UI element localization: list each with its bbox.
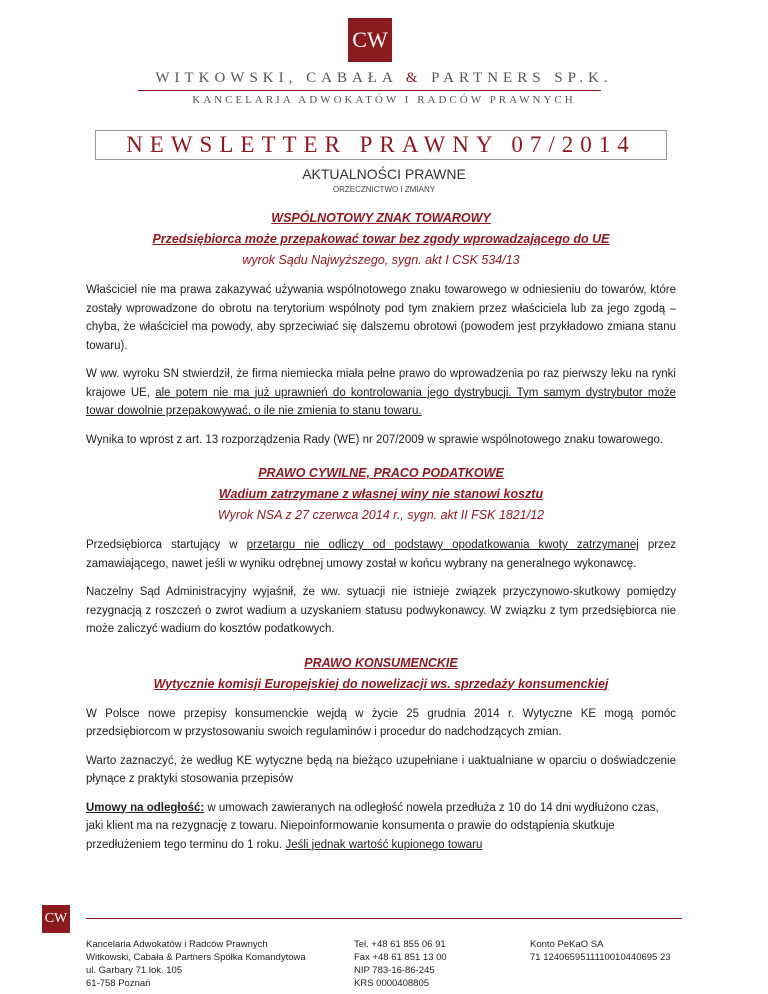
- newsletter-body: [86, 208, 676, 854]
- firm-logo: CW: [348, 18, 392, 62]
- section-civil-law-heading: PRAWO CYWILNE, PRACO PODATKOWE Wadium zatrzymane z własnej winy nie stanowi kosztu Wyrok NSA z 27 czerwca 2014 r., sygn. akt II FSK 1821/12: [217, 466, 545, 522]
- firm-subtitle: KANCELARIA ADWOKATÓW I RADCÓW PRAWNYCH: [192, 94, 576, 106]
- newsletter-title: NEWSLETTER PRAWNY 07/2014: [95, 130, 667, 160]
- section-title: AKTUALNOŚCI PRAWNE: [302, 166, 466, 182]
- footer-logo: CW: [42, 905, 70, 933]
- section-subtitle: ORZECZNICTWO I ZMIANY: [332, 185, 436, 194]
- footer-bank: Konto PeKaO SA 71 1240659511110010440695 23: [530, 939, 671, 963]
- firm-name: WITKOWSKI, CABAŁA & PARTNERS SP.K.: [155, 70, 613, 86]
- paragraph: Przedsiębiorca startujący w przetargu nie odliczy od podstawy opodatkowania kwoty zatrzymanej przez zamawiającego, nawet jeśli w wyniku odrębnej umowy został w końcu wybrany na generalnego wykonawcę.: [86, 539, 677, 570]
- paragraph: Właściciel nie ma prawa zakazywać używania wspólnotowego znaku towarowego w odniesieniu do towarów, które zostały wprowadzone do obrotu na terytorium wspólnoty pod tym znakiem przez właściciela lub za jego zgodą – chyba, że właściciel ma powody, aby sprzeciwiać się dalszemu obrotowi (powodem jest przykładowo zmiana stanu towaru).: [86, 284, 676, 352]
- section-consumer-law-heading: PRAWO KONSUMENCKIE Wytycznie komisji Europejskiej do nowelizacji ws. sprzedaży konsumenckiej: [153, 655, 609, 691]
- section-trademark-heading: WSPÓLNOTOWY ZNAK TOWAROWY Przedsiębiorca może przepakować towar bez zgody wprowadzającego do UE wyrok Sądu Najwyższego, sygn. akt I CSK 534/13: [152, 211, 610, 267]
- footer-contact: Tel. +48 61 855 06 91 Fax +48 61 851 13 00 NIP 783-16-86-245 KRS 0000408805: [354, 939, 447, 989]
- paragraph: Naczelny Sąd Administracyjny wyjaśnił, że ww. sytuacji nie istnieje związek przyczynowo-skutkowy pomiędzy rezygnacją z roszczeń o zwrot wadium a uzyskaniem statusu podwykonawcy. W związku z tym przedsiębiorca nie może zaliczyć wadium do kosztów podatkowych.: [86, 586, 676, 635]
- footer-divider: [86, 918, 682, 919]
- paragraph: Wynika to wprost z art. 13 rozporządzenia Rady (WE) nr 207/2009 w sprawie wspólnotowego znaku towarowego.: [86, 433, 664, 446]
- paragraph: W Polsce nowe przepisy konsumenckie wejdą w życie 25 grudnia 2014 r. Wytyczne KE mogą pomóc przedsiębiorcom w przystosowaniu swoich regulaminów i procedur do nadchodzących zmian.: [86, 707, 676, 738]
- paragraph: Umowy na odległość: w umowach zawieranych na odległość nowela przedłuża z 10 do 14 dni wydłużono czas, jaki klient ma na rezygnację z towaru. Niepoinformowanie konsumenta o prawie do odstąpienia skutkuje przedłużeniem tego terminu do 1 roku. Jeśli jednak wartość kupionego towaru: [86, 801, 659, 851]
- paragraph: W ww. wyroku SN stwierdził, że firma niemiecka miała pełne prawo do wprowadzenia po raz pierwszy leku na rynki krajowe UE, ale potem nie ma już uprawnień do kontrolowania jego dystrybucji. Tym samym dystrybutor może towar dowolnie przepakowywać, o ile nie zmienia to stanu towaru.: [86, 368, 677, 417]
- footer-address: Kancelaria Adwokatów i Radców Prawnych Witkowski, Cabała & Partners Spółka Komandytowa ul. Garbary 71 lok. 105 61-758 Poznań: [86, 939, 306, 989]
- paragraph: Warto zaznaczyć, że według KE wytyczne będą na bieżąco uzupełniane i uaktualniane w oparciu o doświadczenie płynące z praktyki stosowania przepisów: [86, 754, 676, 785]
- header-divider: [138, 90, 601, 91]
